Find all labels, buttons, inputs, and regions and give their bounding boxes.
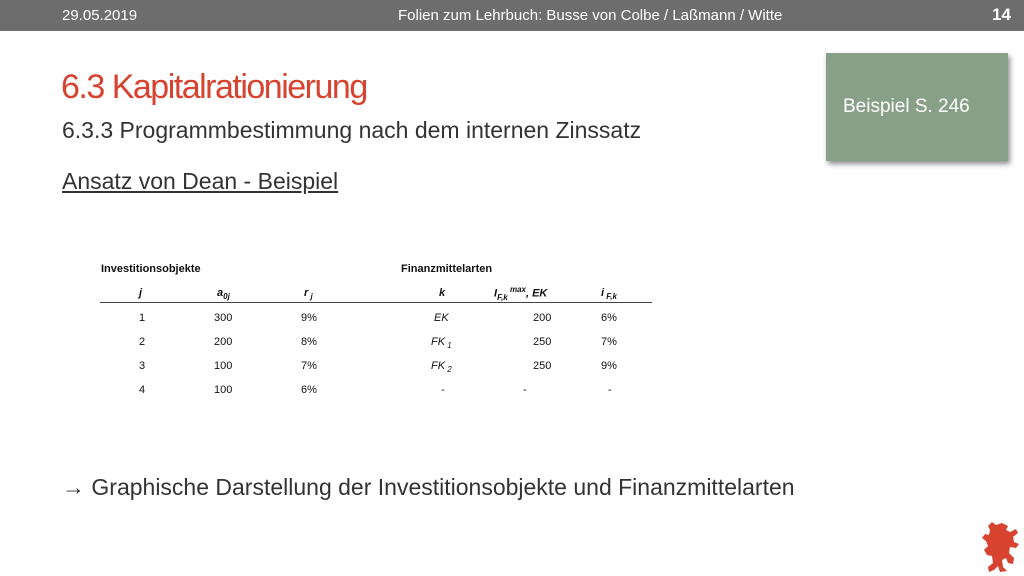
arrow-right-icon: →	[62, 474, 85, 500]
table-row-2-I: 250	[533, 336, 552, 348]
table-row-1-j: 1	[139, 312, 146, 324]
table-row-3-k: FK $_2$	[431, 360, 452, 375]
table-row-1-I: 200	[533, 312, 552, 324]
berlin-bear-icon	[980, 520, 1020, 574]
slide-title: 6.3 Kapitalrationierung	[61, 68, 367, 106]
table-group-investments: Investitionsobjekte	[101, 263, 201, 275]
col-header-iFk: i $_{F,k}$	[601, 287, 617, 302]
col-header-j: j	[139, 287, 143, 299]
table-row-3-j: 3	[139, 360, 146, 372]
table-row-2-a0j: 200	[214, 336, 233, 348]
col-header-Imax: $I_{F,k}$ $^{max}$, EK	[494, 285, 548, 302]
table-row-2-j: 2	[139, 336, 146, 348]
table-row-4-rj: 6%	[301, 384, 317, 396]
table-row-2-rj: 8%	[301, 336, 317, 348]
conclusion-bullet	[62, 474, 795, 501]
table-row-3-rj: 7%	[301, 360, 317, 372]
slide-subtitle: 6.3.3 Programmbestimmung nach dem internen Zinssatz	[62, 117, 642, 143]
slide-source: Folien zum Lehrbuch: Busse von Colbe / Laßmann / Witte	[398, 7, 783, 24]
table-row-4-i: -	[608, 384, 612, 396]
slide-header-bar	[0, 0, 1024, 31]
table-row-2-i: 7%	[601, 336, 617, 348]
section-heading: Ansatz von Dean - Beispiel	[62, 168, 339, 194]
table-row-4-I: -	[523, 384, 527, 396]
table-row-1-a0j: 300	[214, 312, 233, 324]
table-row-1-i: 6%	[601, 312, 617, 324]
table-group-funding: Finanzmittelarten	[401, 263, 493, 275]
table-row-4-a0j: 100	[214, 384, 233, 396]
slide-page-number: 14	[992, 5, 1011, 24]
table-row-2-k: FK $_1$	[431, 336, 452, 351]
slide-date: 29.05.2019	[62, 7, 138, 24]
col-header-rj: r $_j$	[304, 287, 313, 302]
table-row-3-a0j: 100	[214, 360, 233, 372]
col-header-a0j: $a_{0j}$	[217, 287, 230, 302]
conclusion-text: Graphische Darstellung der Investitionsobjekte und Finanzmittelarten	[91, 474, 795, 500]
table-row-3-I: 250	[533, 360, 552, 372]
example-badge-label: Beispiel S. 246	[843, 96, 970, 117]
table-row-4-k: -	[441, 384, 445, 396]
table-header-rule	[100, 302, 652, 303]
table-row-3-i: 9%	[601, 360, 617, 372]
table-row-1-rj: 9%	[301, 312, 317, 324]
table-row-1-k: EK	[434, 312, 449, 324]
col-header-k: k	[439, 287, 446, 299]
example-badge	[826, 53, 1008, 161]
table-row-4-j: 4	[139, 384, 146, 396]
